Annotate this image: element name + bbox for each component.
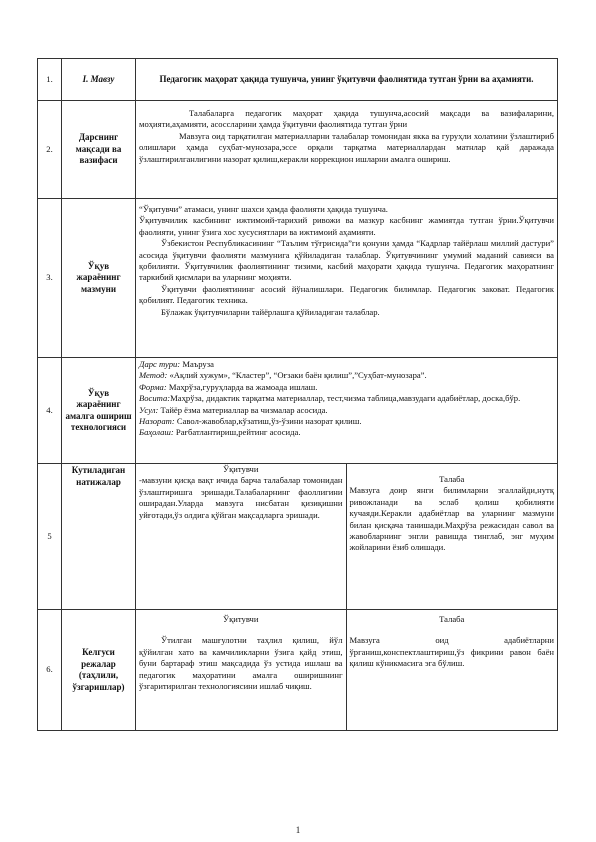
row-label: Ўқув жараёнинг амалга ошириш технологияси xyxy=(62,358,136,464)
row-label: Дарснинг мақсади ва вазифаси xyxy=(62,101,136,199)
table-row xyxy=(38,610,558,731)
paragraph: Бўлажак ўқитувчиларни тайёрлашга қўйиладиган талаблар. xyxy=(161,306,380,317)
lesson-plan-table xyxy=(37,58,558,731)
topic-title: Педагогик маҳорат ҳақида тушунча, унинг ўқитувчи фаолиятида тутган ўрни ва аҳамияти. xyxy=(136,59,558,101)
row-label: Кутиладиган натижалар xyxy=(62,464,136,610)
paragraph: Мавзуга оид тарқатилган материалларни талабалар томонидан якка ва гуруҳли холатини ўзлаштириб олишлари ҳамда суҳбат-мунозара,эссе орқали тарқатма материаллардан матнлар қай даражада ўзлаштирилганлигини назорат қилиш,керакли коррекцион ишларни амалга ошириш. xyxy=(139,130,554,164)
paragraph xyxy=(139,359,554,370)
column-title: Талаба xyxy=(439,474,465,484)
row-content xyxy=(136,464,558,610)
field-key: Усул: xyxy=(139,404,159,415)
field-value: Тайёр ёзма материаллар ва чизмалар асосида. xyxy=(158,404,328,415)
student-column xyxy=(347,464,558,609)
page-number: 1 xyxy=(295,825,301,835)
field-value: Маъруза xyxy=(180,359,214,369)
row-label: Келгуси режалар (таҳлили, ўзгаришлар) xyxy=(62,610,136,731)
row-label: I. Мавзу xyxy=(62,59,136,101)
row-number: 2. xyxy=(38,101,62,199)
paragraph: Ўқитувчилик касбининг ижтимоий-тарихий ривожи ва мазкур касбнинг жамиятда тутган ўрни.Ўқитувчи фаолияти, унинг ўзига хос хусусиятлари ва ижтимоий аҳамияти. xyxy=(139,215,554,237)
paragraph: Ўтилган машғулотни таҳлил қилиш, йўл қўйилган хато ва камчиликларни ўзига қайд этиш, буни бартараф этиш мақсадида ўз устида ишлаш ва педагогик маҳоратини амалга оширишнинг ўзгаритирилган технологиясини ишлаб чиқиш. xyxy=(139,635,343,692)
table-row xyxy=(38,464,558,610)
field-key: Баҳолаш: xyxy=(139,427,174,438)
paragraph xyxy=(139,393,554,404)
column-title: Ўқитувчи xyxy=(223,614,259,624)
row-number: 4. xyxy=(38,358,62,464)
paragraph: -мавзуни қисқа вақт ичида барча талабалар томонидан ўзлаштиришга эришади.Талабаларнинг фаоллигини оширадан.Уларда мавзуга нисбатан қизиқишни уйғотади,ўз олдига қўйган мақсадларга эришади. xyxy=(139,475,343,520)
paragraph xyxy=(139,382,554,393)
student-column xyxy=(347,610,558,730)
paragraph: Мавзуга доир янги билимларни эгаллайди,нутқ ривожланади ва эслаб қолиш қобилияти кучаяди.Керакли адабиётлар ва уларнинг мазмуни билан қисқача танишади.Маҳрўза режасидан савол ва жавобларнинг энгли равишда тинглаб, энг муҳим жойларини ёзиб олишади. xyxy=(349,485,554,553)
paragraph: Талабаларга педагогик маҳорат ҳақида тушунча,асосий мақсади ва вазифаларини, моҳияти,аҳамияти, асосcларини ҳамда ўқитувчи фаолиятида тутган ўрни xyxy=(139,108,554,130)
field-value: Маҳрўза,гуруҳларда ва жамоада ишлаш. xyxy=(166,381,318,392)
row-number: 5 xyxy=(38,464,62,610)
table-row xyxy=(38,101,558,199)
row-content xyxy=(136,358,558,464)
paragraph: Мавзуга оид адабиётларни ўрганиш,конспектлаштириш,ўз фикрини равон баён қилиш кўникмасига эга бўлиш. xyxy=(349,635,554,669)
table-row xyxy=(38,358,558,464)
field-key: Дарс тури: xyxy=(139,359,181,369)
row-content xyxy=(136,101,558,199)
field-key: Форма: xyxy=(139,381,167,392)
field-value: Маҳрўза, дидактик тарқатма материаллар, тест,чизма таблица,мавзудаги адабиётлар, доска,бўр. xyxy=(170,393,521,404)
paragraph xyxy=(139,370,554,381)
row-label: Ўқув жараёнинг мазмуни xyxy=(62,199,136,358)
column-title: Талаба xyxy=(439,614,465,624)
paragraph: “Ўқитувчи” атамаси, унинг шахси ҳамда фаолияти ҳақида тушунча. xyxy=(139,204,388,214)
teacher-column xyxy=(136,464,347,609)
field-key: Метод: xyxy=(139,370,168,381)
paragraph: Ўқитувчи фаолиятининг асосий йўналишлари. Педагогик билимлар. Педагогик заковат. Педагогик қобилият. Педагогик техника. xyxy=(139,283,554,306)
row-number: 3. xyxy=(38,199,62,358)
field-key: Назорат: xyxy=(139,416,175,427)
field-value: Рағбатлантириш,рейтинг асосида. xyxy=(173,427,301,438)
paragraph xyxy=(139,416,554,427)
paragraph: Ўзбекистон Республикасининг “Таълим тўғрисида”ги қонуни ҳамда “Кадрлар тайёрлаш миллий дастури” асосида ўқитувчи фаолияти мазмунига қўйиладиган талаблар. Ўқитувчининг умумий маданий савияси ва қобилияти. Ўқитувчилик фаолиятининг тизими, касбий маҳорати ҳақида тушунча. Педагогик маҳоратнинг таркибий қисмлари ва уларнинг моҳияти. xyxy=(139,238,554,283)
field-key: Восита: xyxy=(139,393,171,404)
row-content xyxy=(136,610,558,731)
teacher-column xyxy=(136,610,347,730)
row-number: 1. xyxy=(38,59,62,101)
row-content xyxy=(136,199,558,358)
table-row xyxy=(38,199,558,358)
paragraph xyxy=(139,427,554,438)
paragraph xyxy=(139,405,554,416)
table-row xyxy=(38,59,558,101)
field-value: Савол-жавоблар,кўзатиш,ўз-ўзини назорат қилиш. xyxy=(174,416,362,427)
document-page xyxy=(37,58,558,731)
row-number: 6. xyxy=(38,610,62,731)
field-value: «Ақлий хужум», “Кластер”, “Оғзаки баён қилиш”,”Суҳбат-мунозара”. xyxy=(167,370,427,381)
column-title: Ўқитувчи xyxy=(223,464,259,474)
